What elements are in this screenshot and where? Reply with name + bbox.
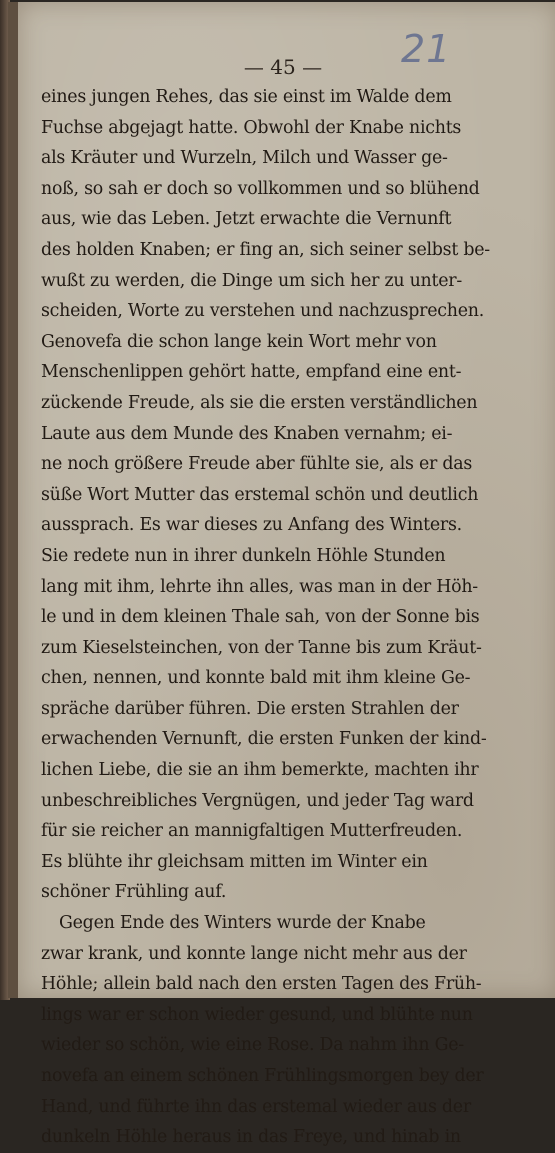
text-line: lichen Liebe, die sie an ihm bemerkte, machten ihr xyxy=(41,760,479,781)
text-line: erwachenden Vernunft, die ersten Funken der kind- xyxy=(41,729,487,750)
text-line: Höhle; allein bald nach den ersten Tagen des Früh- xyxy=(41,974,482,995)
text-line: dunkeln Höhle heraus in das Freye, und hinab in xyxy=(41,1127,461,1148)
text-line: zum Kieselsteinchen, von der Tanne bis zum Kräut- xyxy=(41,637,482,658)
text-line: chen, nennen, und konnte bald mit ihm kleine Ge- xyxy=(41,668,471,689)
text-line: des holden Knaben; er fing an, sich seiner selbst be- xyxy=(41,239,490,260)
text-line: ne noch größere Freude aber fühlte sie, als er das xyxy=(41,454,473,475)
text-line: spräche darüber führen. Die ersten Strahlen der xyxy=(41,698,459,719)
text-line: aussprach. Es war dieses zu Anfang des Winters. xyxy=(41,515,462,536)
text-line: zückende Freude, als sie die ersten verständlichen xyxy=(41,392,478,413)
text-line: wußt zu werden, die Dinge um sich her zu unter- xyxy=(41,270,462,291)
page-number: — 45 — xyxy=(243,55,323,79)
text-line: noß, so sah er doch so vollkommen und so blühend xyxy=(41,178,480,199)
text-line: wieder so schön, wie eine Rose. Da nahm ihn Ge- xyxy=(41,1035,464,1056)
text-line: unbeschreibliches Vergnügen, und jeder Tag ward xyxy=(41,790,474,811)
text-line: Es blühte ihr gleichsam mitten im Winter ein xyxy=(41,851,428,872)
text-line: Sie redete nun in ihrer dunkeln Höhle Stunden xyxy=(41,545,446,566)
page-body-text xyxy=(41,82,533,1153)
text-line: Hand, und führte ihn das erstemal wieder aus der xyxy=(41,1096,471,1117)
text-line: le und in dem kleinen Thale sah, von der Sonne bis xyxy=(41,607,480,628)
handwritten-folio-number: 21 xyxy=(401,27,452,71)
text-line: Laute aus dem Munde des Knaben vernahm; ei- xyxy=(41,423,453,444)
text-line: für sie reicher an mannigfaltigen Mutterfreuden. xyxy=(41,821,463,842)
text-line: süße Wort Mutter das erstemal schön und deutlich xyxy=(41,484,479,505)
text-line: zwar krank, und konnte lange nicht mehr aus der xyxy=(41,943,467,964)
text-line: Menschenlippen gehört hatte, empfand eine ent- xyxy=(41,362,462,383)
text-line: lang mit ihm, lehrte ihn alles, was man in der Höh- xyxy=(41,576,478,597)
text-line: als Kräuter und Wurzeln, Milch und Wasser ge- xyxy=(41,148,448,169)
text-line: aus, wie das Leben. Jetzt erwachte die Vernunft xyxy=(41,209,452,230)
text-line: novefa an einem schönen Frühlingsmorgen bey der xyxy=(41,1066,484,1086)
book-page xyxy=(8,2,555,1148)
text-line: scheiden, Worte zu verstehen und nachzusprechen. xyxy=(41,301,484,322)
text-line: Fuchse abgejagt hatte. Obwohl der Knabe nichts xyxy=(41,117,462,138)
text-line: eines jungen Rehes, das sie einst im Walde dem xyxy=(41,87,452,107)
text-line: Genovefa die schon lange kein Wort mehr von xyxy=(41,331,437,352)
text-line: schöner Frühling auf. xyxy=(41,882,227,903)
text-line: Gegen Ende des Winters wurde der Knabe xyxy=(59,913,426,934)
text-line: lings war er schon wieder gesund, und blühte nun xyxy=(41,1004,473,1025)
